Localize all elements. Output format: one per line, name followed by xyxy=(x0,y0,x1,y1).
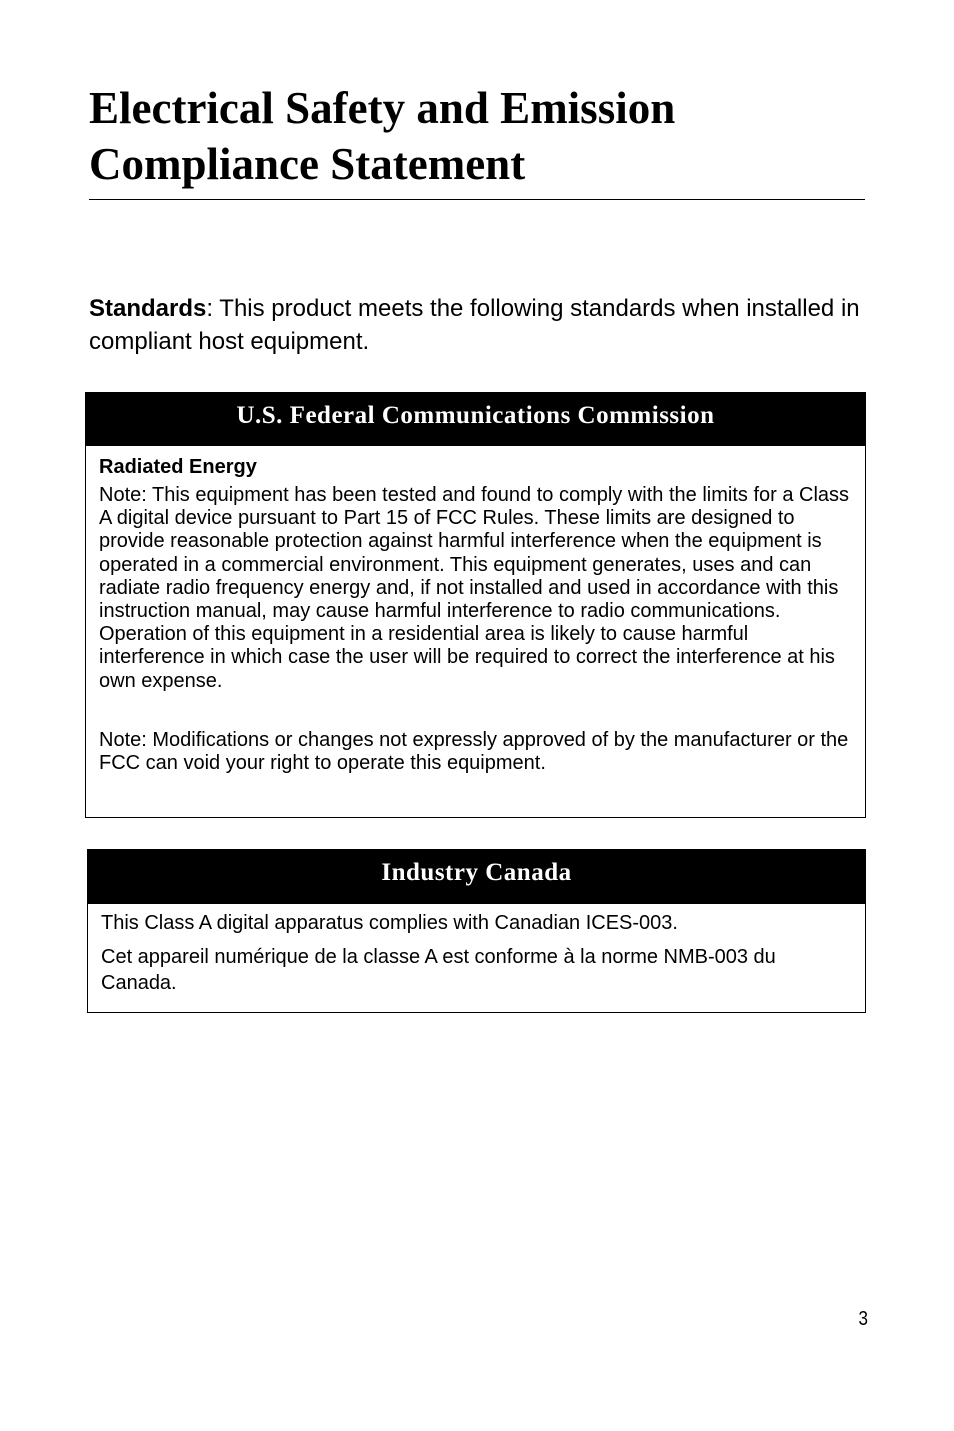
ices-statement-french: Cet appareil numérique de la classe A est conforme à la norme NMB-003 du Canada. xyxy=(101,946,776,994)
industry-canada-header: Industry Canada xyxy=(88,850,865,904)
fcc-body xyxy=(86,446,865,775)
ices-statement-english: This Class A digital apparatus complies with Canadian ICES-003. xyxy=(101,912,678,934)
industry-canada-body xyxy=(88,904,865,996)
fcc-section xyxy=(85,392,866,818)
page-number: 3 xyxy=(858,1308,868,1330)
industry-canada-section xyxy=(87,849,866,1013)
standards-label: Standards xyxy=(89,295,207,322)
standards-intro xyxy=(89,292,865,358)
fcc-note-modifications: Note: Modifications or changes not expressly approved of by the manufacturer or the FCC can void your right to operate this equipment. xyxy=(99,728,849,775)
title-divider xyxy=(89,199,865,200)
radiated-energy-heading: Radiated Energy xyxy=(99,456,257,478)
fcc-note-compliance: Note: This equipment has been tested and found to comply with the limits for a Class A digital device pursuant to Part 15 of FCC Rules. These limits are designed to provide reasonable protection against harmful interference when the equipment is operated in a commercial environment. This equipment generates, uses and can radiate radio frequency energy and, if not installed and used in accordance with this instruction manual, may cause harmful interference to radio communications. Operation of this equipment in a residential area is likely to cause harmful interference in which case the user will be required to correct the interference at his own expense. xyxy=(99,484,850,692)
fcc-header: U.S. Federal Communications Commission xyxy=(86,393,865,446)
page-title: Electrical Safety and Emission Compliance Statement xyxy=(89,83,676,189)
standards-text: : This product meets the following standards when installed in compliant host equipment. xyxy=(89,295,860,355)
